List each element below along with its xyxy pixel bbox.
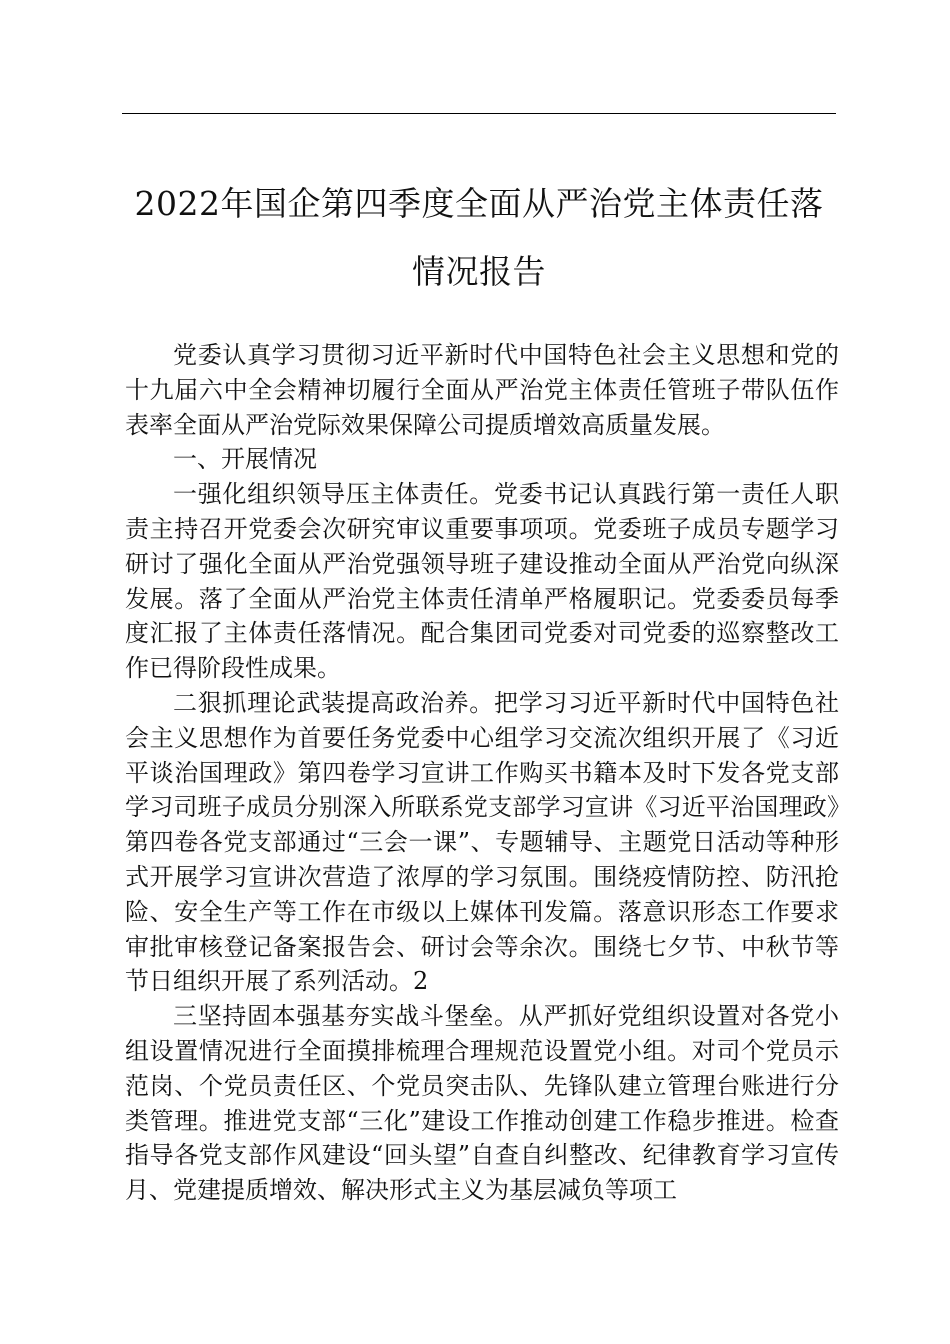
title-line-1: 2022年国企第四季度全面从严治党主体责任落 bbox=[134, 184, 824, 223]
paragraph-3: 三坚持固本强基夯实战斗堡垒。从严抓好党组织设置对各党小组设置情况进行全面摸排梳理合理规范设置党小组。对司个党员示范岗、个党员责任区、个党员突击队、先锋队建立管理台账进行分类管理。推进党支部“三化”建设工作推动创建工作稳步推进。检查指导各党支部作风建设“回头望”自查自纠整改、纪律教育学习宣传月、党建提质增效、解决形式主义为基层减负等项工 bbox=[125, 1002, 839, 1205]
document-body bbox=[125, 338, 839, 1208]
paragraph-intro: 党委认真学习贯彻习近平新时代中国特色社会主义思想和党的十九届六中全会精神切履行全面从严治党主体责任管班子带队伍作表率全面从严治党际效果保障公司提质增效高质量发展。 bbox=[125, 341, 839, 439]
document-title bbox=[122, 170, 836, 306]
section-heading-1: 一、开展情况 bbox=[173, 445, 317, 474]
header-rule bbox=[122, 113, 836, 114]
paragraph-2: 二狠抓理论武装提高政治养。把学习习近平新时代中国特色社会主义思想作为首要任务党委中心组学习交流次组织开展了《习近平谈治国理政》第四卷学习宣讲工作购买书籍本及时下发各党支部学习司班子成员分别深入所联系党支部学习宣讲《习近平治国理政》第四卷各党支部通过“三会一课”、专题辅导、主题党日活动等种形式开展学习宣讲次营造了浓厚的学习氛围。围绕疫情防控、防汛抢险、安全生产等工作在市级以上媒体刊发篇。落意识形态工作要求审批审核登记备案报告会、研讨会等余次。围绕七夕节、中秋节等节日组织开展了系列活动。2 bbox=[125, 688, 839, 996]
title-line-2: 情况报告 bbox=[412, 252, 546, 291]
paragraph-1: 一强化组织领导压主体责任。党委书记认真践行第一责任人职责主持召开党委会次研究审议重要事项项。党委班子成员专题学习研讨了强化全面从严治党强领导班子建设推动全面从严治党向纵深发展。落了全面从严治党主体责任清单严格履职记。党委委员每季度汇报了主体责任落情况。配合集团司党委对司党委的巡察整改工作已得阶段性成果。 bbox=[125, 480, 839, 683]
